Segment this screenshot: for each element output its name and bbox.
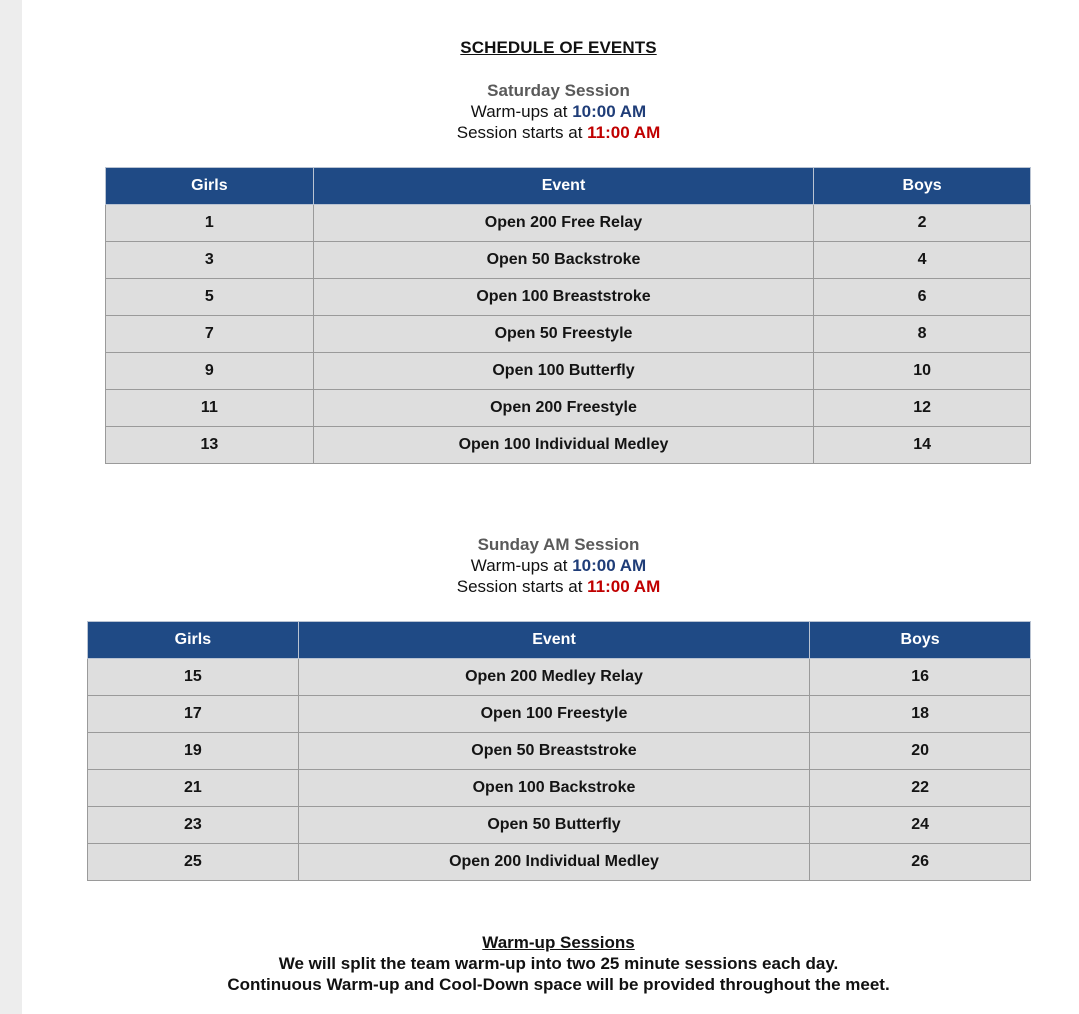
column-header-event: Event [298,622,809,659]
cell-boys: 18 [810,696,1031,733]
cell-boys: 6 [814,279,1031,316]
warmup-sessions-line-1: We will split the team warm-up into two 25 minute sessions each day. [278,954,839,973]
warmup-sessions-line-2: Continuous Warm-up and Cool-Down space will be provided throughout the meet. [227,975,890,994]
cell-boys: 16 [810,659,1031,696]
cell-event: Open 200 Freestyle [313,390,813,427]
cell-girls: 5 [106,279,314,316]
cell-event: Open 50 Butterfly [298,807,809,844]
saturday-start-line [38,122,1079,143]
table-row [106,279,1031,316]
sunday-warmup-prefix: Warm-ups at [470,556,573,575]
sunday-start-line [38,576,1079,597]
cell-event: Open 200 Medley Relay [298,659,809,696]
cell-event: Open 50 Breaststroke [298,733,809,770]
sunday-session-name: Sunday AM Session [477,535,640,554]
cell-boys: 12 [814,390,1031,427]
warmup-sessions-title: Warm-up Sessions [482,933,635,952]
saturday-session-name: Saturday Session [487,81,630,100]
sunday-warmup-line [38,555,1079,576]
cell-event: Open 100 Butterfly [313,353,813,390]
table-row [106,353,1031,390]
saturday-events-table [105,167,1031,464]
cell-girls: 1 [106,205,314,242]
table-row [88,733,1031,770]
cell-girls: 17 [88,696,299,733]
cell-boys: 26 [810,844,1031,881]
saturday-session-header [0,80,1079,143]
sunday-start-prefix: Session starts at [456,577,588,596]
table-row [106,390,1031,427]
cell-girls: 19 [88,733,299,770]
cell-event: Open 100 Freestyle [298,696,809,733]
cell-girls: 11 [106,390,314,427]
cell-boys: 2 [814,205,1031,242]
table-row [88,844,1031,881]
left-margin-strip [0,0,22,1014]
sunday-events-table [87,621,1031,881]
cell-girls: 25 [88,844,299,881]
page-title: SCHEDULE OF EVENTS [460,38,657,57]
table-row [106,205,1031,242]
saturday-warmup-line [38,101,1079,122]
column-header-boys: Boys [810,622,1031,659]
cell-event: Open 100 Breaststroke [313,279,813,316]
table-header-row [88,622,1031,659]
cell-girls: 3 [106,242,314,279]
table-row [88,659,1031,696]
cell-boys: 24 [810,807,1031,844]
cell-girls: 15 [88,659,299,696]
column-header-girls: Girls [106,168,314,205]
table-row [88,696,1031,733]
cell-event: Open 50 Freestyle [313,316,813,353]
cell-event: Open 100 Individual Medley [313,427,813,464]
cell-girls: 23 [88,807,299,844]
saturday-warmup-prefix: Warm-ups at [470,102,573,121]
saturday-warmup-time: 10:00 AM [572,102,647,121]
cell-event: Open 200 Individual Medley [298,844,809,881]
column-header-event: Event [313,168,813,205]
cell-event: Open 200 Free Relay [313,205,813,242]
cell-boys: 22 [810,770,1031,807]
cell-girls: 13 [106,427,314,464]
saturday-start-time: 11:00 AM [587,123,661,142]
table-row [106,427,1031,464]
saturday-start-prefix: Session starts at [456,123,588,142]
sunday-warmup-time: 10:00 AM [572,556,647,575]
table-row [106,242,1031,279]
cell-boys: 10 [814,353,1031,390]
table-row [106,316,1031,353]
cell-boys: 14 [814,427,1031,464]
warmup-sessions-section [0,932,1079,995]
cell-girls: 21 [88,770,299,807]
column-header-boys: Boys [814,168,1031,205]
table-row [88,807,1031,844]
table-row [88,770,1031,807]
sunday-start-time: 11:00 AM [587,577,661,596]
cell-boys: 20 [810,733,1031,770]
cell-boys: 8 [814,316,1031,353]
sunday-session-header [0,534,1079,597]
table-header-row [106,168,1031,205]
column-header-girls: Girls [88,622,299,659]
cell-event: Open 100 Backstroke [298,770,809,807]
cell-boys: 4 [814,242,1031,279]
cell-event: Open 50 Backstroke [313,242,813,279]
cell-girls: 7 [106,316,314,353]
cell-girls: 9 [106,353,314,390]
